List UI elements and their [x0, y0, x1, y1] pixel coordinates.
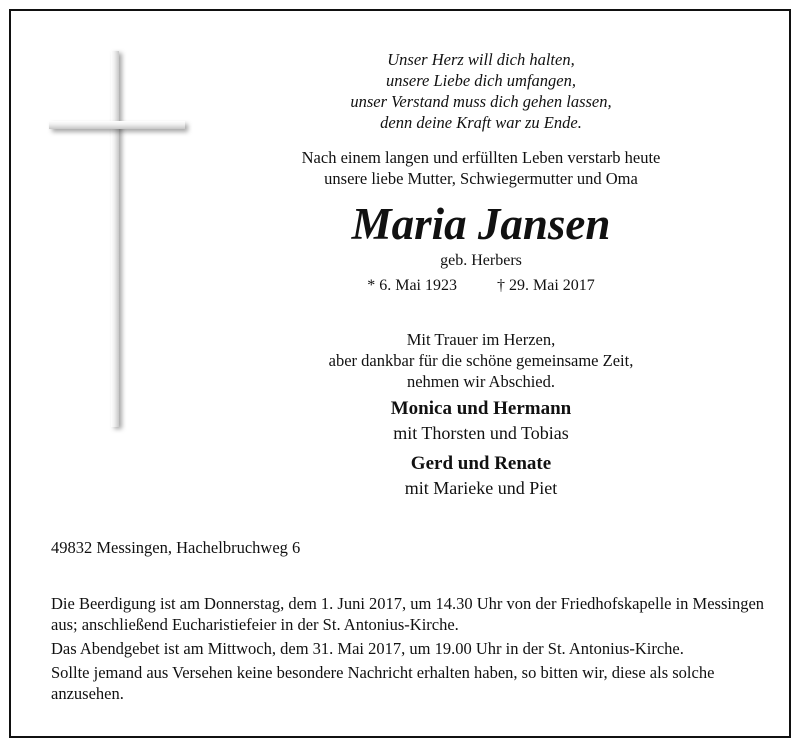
- funeral-info-paragraph: Das Abendgebet ist am Mittwoch, dem 31. Mai 2017, um 19.00 Uhr in der St. Antonius-Kirche.: [51, 639, 684, 658]
- intro-line: Nach einem langen und erfüllten Leben verstarb heute: [301, 148, 661, 167]
- farewell-line: Mit Trauer im Herzen,: [406, 330, 556, 349]
- death-date: † 29. Mai 2017: [497, 277, 595, 294]
- obituary-notice: [9, 9, 791, 738]
- family-children: mit Thorsten und Tobias: [393, 423, 569, 443]
- farewell-line: nehmen wir Abschied.: [406, 372, 555, 391]
- family-group: [251, 452, 711, 500]
- farewell-line: aber dankbar für die schöne gemeinsame Zeit,: [328, 351, 634, 370]
- poem-line: Unser Herz will dich halten,: [387, 50, 575, 69]
- life-dates: [251, 276, 711, 296]
- funeral-info: [51, 593, 781, 707]
- poem-line: unser Verstand muss dich gehen lassen,: [350, 92, 612, 111]
- funeral-info-paragraph: Die Beerdigung ist am Donnerstag, dem 1. Juni 2017, um 14.30 Uhr von der Friedhofskapelle in Messingen aus; anschließend Eucharistiefeier in der St. Antonius-Kirche.: [51, 594, 765, 634]
- cross-vertical-beam: [111, 51, 119, 427]
- intro-line: unsere liebe Mutter, Schwiegermutter und Oma: [324, 169, 638, 188]
- address: 49832 Messingen, Hachelbruchweg 6: [51, 538, 301, 557]
- family-children: mit Marieke und Piet: [404, 478, 558, 498]
- family-group: [251, 397, 711, 445]
- poem-line: denn deine Kraft war zu Ende.: [380, 113, 582, 132]
- announcement-intro: [251, 147, 711, 189]
- poem: [251, 49, 711, 133]
- family-names: Gerd und Renate: [410, 453, 552, 474]
- maiden-name: geb. Herbers: [440, 252, 522, 269]
- cross-horizontal-beam: [49, 121, 185, 129]
- poem-line: unsere Liebe dich umfangen,: [385, 71, 577, 90]
- funeral-info-paragraph: Sollte jemand aus Versehen keine besondere Nachricht erhalten haben, so bitten wir, diese als solche anzusehen.: [51, 663, 715, 703]
- birth-date: * 6. Mai 1923: [367, 277, 457, 294]
- latin-cross-icon: [49, 51, 185, 427]
- family-names: Monica und Hermann: [390, 398, 572, 419]
- farewell-text: [251, 329, 711, 392]
- deceased-name: Maria Jansen: [351, 199, 611, 249]
